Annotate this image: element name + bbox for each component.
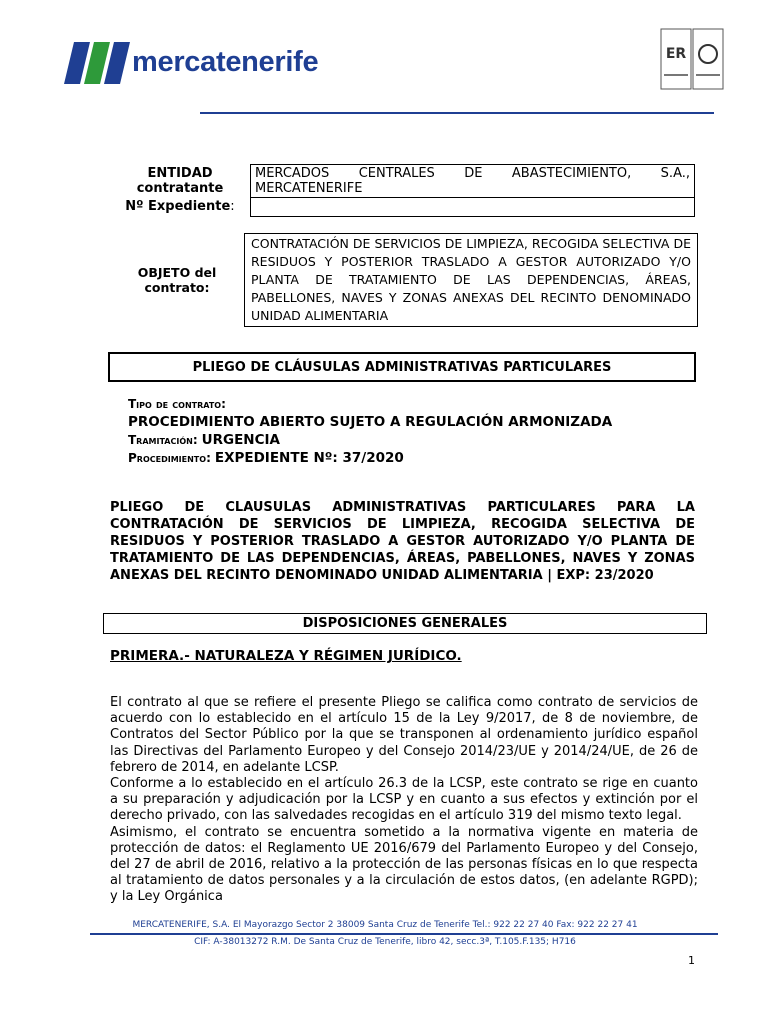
contract-type-block — [128, 395, 612, 467]
entity-table — [110, 164, 695, 217]
objeto-table — [110, 233, 698, 327]
entidad-value-line1: MERCADOS CENTRALES DE ABASTECIMIENTO, S.A., — [255, 166, 690, 181]
expediente-label — [110, 198, 251, 217]
company-logo-text: mercatenerife — [132, 46, 319, 78]
tramitacion-label: Tramitación: — [128, 433, 198, 447]
pliego-title-box: PLIEGO DE CLÁUSULAS ADMINISTRATIVAS PARTICULARES — [108, 352, 696, 382]
paragraph-1: El contrato al que se refiere el presente Pliego se califica como contrato de servicios de acuerdo con lo establecido en el artículo 15 de la Ley 9/2017, de 8 de noviembre, de Contratos del Sector Público por la que se transponen al ordenamiento jurídico español las Directivas del Parlamento Europeo y del Consejo 2014/23/UE y 2014/24/UE, de 26 de febrero de 2014, en adelante LCSP. — [110, 695, 698, 775]
entidad-value-line2: MERCATENERIFE — [255, 181, 363, 196]
tramitacion-value: URGENCIA — [201, 432, 280, 448]
entidad-label — [110, 165, 251, 198]
entidad-value — [251, 165, 695, 198]
objeto-label — [110, 234, 245, 327]
body-text — [110, 695, 698, 906]
procedimiento-value: EXPEDIENTE Nº: 37/2020 — [214, 450, 404, 466]
footer-address: MERCATENERIFE, S.A. El Mayorazgo Sector 2 38009 Santa Cruz de Tenerife Tel.: 922 22 27 40 Fax: 922 22 27 41 — [132, 920, 638, 930]
page-number: 1 — [688, 954, 695, 967]
tipo-value: PROCEDIMIENTO ABIERTO SUJETO A REGULACIÓN ARMONIZADA — [128, 414, 613, 430]
header-divider — [200, 112, 714, 114]
pliego-heading: PLIEGO DE CLAUSULAS ADMINISTRATIVAS PARTICULARES PARA LA CONTRATACIÓN DE SERVICIOS DE LIMPIEZA, RECOGIDA SELECTIVA DE RESIDUOS Y POSTERIOR TRASLADO A GESTOR AUTORIZADO Y/O PLANTA DE TRATAMIENTO DE LAS DEPENDENCIAS, ÁREAS, PABELLONES, NAVES Y ZONAS ANEXAS DEL RECINTO DENOMINADO UNIDAD ALIMENTARIA | EXP: 23/2020 — [110, 500, 695, 583]
disposiciones-box: DISPOSICIONES GENERALES — [103, 613, 707, 634]
svg-text:ER: ER — [665, 46, 687, 62]
expediente-label-text: Nº Expediente — [125, 198, 231, 214]
paragraph-2: Conforme a lo establecido en el artículo 26.3 de la LCSP, este contrato se rige en cuanto a su preparación y adjudicación por la LCSP y en cuanto a sus efectos y extinción por el derecho privado, con las salvedades recogidas en el artículo 319 del mismo texto legal. — [110, 776, 698, 824]
entidad-label-line2: contratante — [136, 180, 224, 196]
footer-divider — [90, 933, 718, 935]
entidad-label-line1: ENTIDAD — [147, 165, 213, 181]
procedimiento-label: Procedimiento: — [128, 451, 211, 465]
objeto-label-line2: contrato: — [144, 280, 210, 295]
primera-heading: PRIMERA.- NATURALEZA Y RÉGIMEN JURÍDICO. — [110, 648, 462, 664]
certification-seals-icon — [660, 28, 724, 92]
objeto-value: CONTRATACIÓN DE SERVICIOS DE LIMPIEZA, RECOGIDA SELECTIVA DE RESIDUOS Y POSTERIOR TRASLADO A GESTOR AUTORIZADO Y/O PLANTA DE TRATAMIENTO DE LAS DEPENDENCIAS, ÁREAS, PABELLONES, NAVES Y ZONAS ANEXAS DEL RECINTO DENOMINADO UNIDAD ALIMENTARIA — [245, 234, 698, 327]
objeto-label-line1: OBJETO del — [137, 265, 217, 280]
footer-registry: CIF: A-38013272 R.M. De Santa Cruz de Tenerife, libro 42, secc.3ª, T.105.F.135; H716 — [194, 937, 576, 947]
tipo-label: Tipo de contrato: — [128, 397, 226, 411]
paragraph-3: Asimismo, el contrato se encuentra sometido a la normativa vigente en materia de protección de datos: el Reglamento UE 2016/679 del Parlamento Europeo y del Consejo, del 27 de abril de 2016, relativo a la protección de las personas físicas en lo que respecta al tratamiento de datos personales y a la circulación de estos datos, (en adelante RGPD); y la Ley Orgánica — [110, 824, 698, 905]
expediente-value — [251, 198, 695, 217]
expediente-colon: : — [230, 198, 235, 214]
